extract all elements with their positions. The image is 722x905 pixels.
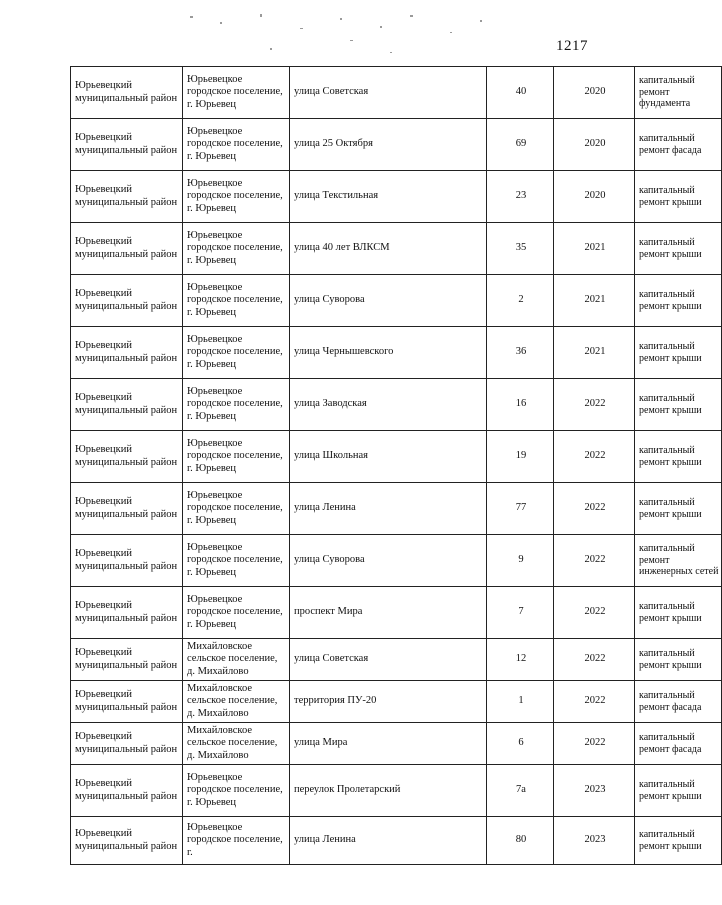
year-cell-text: 2021: [584, 346, 606, 358]
house-number-cell-text: 19: [515, 450, 527, 462]
district-cell-text: Юрьевецкий муниципальный район: [75, 496, 178, 520]
table-row: [71, 587, 722, 639]
settlement-cell-text: Михайловское сельское поселение, д. Михайлово: [187, 682, 278, 719]
year-cell-text: 2022: [584, 695, 606, 707]
house-number-cell: [487, 535, 554, 587]
year-cell-text: 2022: [584, 554, 606, 566]
work-type-cell: [635, 379, 722, 431]
work-type-cell-text: капитальный ремонт крыши: [639, 648, 702, 671]
year-cell-text: 2021: [584, 242, 606, 254]
settlement-cell: [183, 379, 290, 431]
work-type-cell-text: капитальный ремонт крыши: [639, 497, 702, 520]
district-cell: [71, 765, 183, 817]
work-type-cell: [635, 327, 722, 379]
house-number-cell: [487, 67, 554, 119]
street-cell: [290, 223, 487, 275]
table-row: [71, 765, 722, 817]
house-number-cell-text: 36: [515, 346, 527, 358]
district-cell: [71, 119, 183, 171]
year-cell-text: 2021: [584, 294, 606, 306]
district-cell-text: Юрьевецкий муниципальный район: [75, 600, 178, 624]
district-cell: [71, 171, 183, 223]
work-type-cell: [635, 765, 722, 817]
work-type-cell: [635, 535, 722, 587]
street-cell-text: улица Суворова: [294, 294, 365, 306]
street-cell: [290, 483, 487, 535]
street-cell: [290, 171, 487, 223]
district-cell: [71, 681, 183, 723]
work-type-cell-text: капитальный ремонт фасада: [639, 690, 702, 713]
settlement-cell: [183, 171, 290, 223]
street-cell: [290, 327, 487, 379]
street-cell: [290, 379, 487, 431]
street-cell-text: проспект Мира: [294, 606, 363, 618]
year-cell: [554, 327, 635, 379]
work-type-cell: [635, 639, 722, 681]
table-row: [71, 379, 722, 431]
table-row: [71, 639, 722, 681]
year-cell-text: 2020: [584, 86, 606, 98]
district-cell-text: Юрьевецкий муниципальный район: [75, 132, 178, 156]
table-row: [71, 535, 722, 587]
street-cell: [290, 535, 487, 587]
settlement-cell-text: Юрьевецкое городское поселение, г. Юрьевец: [187, 281, 283, 318]
street-cell-text: улица Суворова: [294, 554, 365, 566]
house-number-cell: [487, 765, 554, 817]
house-number-cell-text: 6: [518, 737, 524, 749]
street-cell-text: улица Заводская: [294, 398, 367, 410]
house-number-cell-text: 23: [515, 190, 527, 202]
house-number-cell-text: 7: [518, 606, 524, 618]
house-number-cell-text: 7а: [516, 784, 526, 796]
street-cell-text: улица Ленина: [294, 834, 356, 846]
district-cell: [71, 431, 183, 483]
district-cell-text: Юрьевецкий муниципальный район: [75, 828, 178, 852]
district-cell: [71, 379, 183, 431]
house-number-cell-text: 80: [515, 834, 527, 846]
work-type-cell-text: капитальный ремонт инженерных сетей: [639, 543, 719, 578]
year-cell: [554, 681, 635, 723]
house-number-cell: [487, 327, 554, 379]
settlement-cell: [183, 723, 290, 765]
settlement-cell: [183, 67, 290, 119]
work-type-cell: [635, 723, 722, 765]
settlement-cell: [183, 327, 290, 379]
street-cell-text: улица Чернышевского: [294, 346, 394, 358]
street-cell: [290, 587, 487, 639]
settlement-cell: [183, 681, 290, 723]
year-cell-text: 2023: [584, 784, 606, 796]
settlement-cell-text: Юрьевецкое городское поселение, г. Юрьевец: [187, 333, 283, 370]
district-cell-text: Юрьевецкий муниципальный район: [75, 731, 178, 755]
house-number-cell: [487, 681, 554, 723]
house-number-cell-text: 12: [515, 653, 527, 665]
district-cell: [71, 223, 183, 275]
house-number-cell: [487, 119, 554, 171]
work-type-cell: [635, 587, 722, 639]
work-type-cell-text: капитальный ремонт крыши: [639, 445, 702, 468]
year-cell: [554, 723, 635, 765]
year-cell-text: 2023: [584, 834, 606, 846]
district-cell-text: Юрьевецкий муниципальный район: [75, 647, 178, 671]
house-number-cell: [487, 483, 554, 535]
table-row: [71, 119, 722, 171]
work-type-cell-text: капитальный ремонт крыши: [639, 237, 702, 260]
house-number-cell-text: 40: [515, 86, 527, 98]
table-row: [71, 483, 722, 535]
settlement-cell: [183, 483, 290, 535]
year-cell: [554, 171, 635, 223]
district-cell: [71, 639, 183, 681]
table-row: [71, 327, 722, 379]
district-cell-text: Юрьевецкий муниципальный район: [75, 80, 178, 104]
street-cell-text: улица Советская: [294, 653, 369, 665]
district-cell-text: Юрьевецкий муниципальный район: [75, 689, 178, 713]
table-row: [71, 223, 722, 275]
settlement-cell-text: Юрьевецкое городское поселение, г. Юрьевец: [187, 437, 283, 474]
work-type-cell-text: капитальный ремонт фасада: [639, 732, 702, 755]
district-cell-text: Юрьевецкий муниципальный район: [75, 548, 178, 572]
table-row: [71, 681, 722, 723]
settlement-cell: [183, 119, 290, 171]
work-type-cell: [635, 817, 722, 865]
street-cell: [290, 765, 487, 817]
year-cell-text: 2022: [584, 737, 606, 749]
district-cell-text: Юрьевецкий муниципальный район: [75, 392, 178, 416]
settlement-cell-text: Юрьевецкое городское поселение, г. Юрьевец: [187, 771, 283, 808]
street-cell: [290, 275, 487, 327]
year-cell: [554, 275, 635, 327]
settlement-cell-text: Юрьевецкое городское поселение, г. Юрьевец: [187, 489, 283, 526]
district-cell: [71, 275, 183, 327]
district-cell-text: Юрьевецкий муниципальный район: [75, 236, 178, 260]
street-cell-text: улица 40 лет ВЛКСМ: [294, 242, 390, 254]
table-row: [71, 275, 722, 327]
work-type-cell: [635, 223, 722, 275]
year-cell: [554, 483, 635, 535]
registry-table: [70, 66, 722, 865]
house-number-cell: [487, 431, 554, 483]
settlement-cell-text: Юрьевецкое городское поселение, г.: [187, 821, 283, 858]
work-type-cell: [635, 431, 722, 483]
work-type-cell-text: капитальный ремонт крыши: [639, 341, 702, 364]
settlement-cell-text: Юрьевецкое городское поселение, г. Юрьевец: [187, 385, 283, 422]
district-cell: [71, 723, 183, 765]
work-type-cell-text: капитальный ремонт крыши: [639, 185, 702, 208]
house-number-cell: [487, 379, 554, 431]
registry-table-body: [71, 67, 722, 865]
year-cell: [554, 431, 635, 483]
work-type-cell-text: капитальный ремонт крыши: [639, 779, 702, 802]
district-cell: [71, 535, 183, 587]
house-number-cell: [487, 275, 554, 327]
settlement-cell: [183, 587, 290, 639]
district-cell-text: Юрьевецкий муниципальный район: [75, 184, 178, 208]
work-type-cell: [635, 119, 722, 171]
district-cell: [71, 483, 183, 535]
settlement-cell-text: Михайловское сельское поселение, д. Михайлово: [187, 640, 278, 677]
year-cell-text: 2020: [584, 138, 606, 150]
street-cell: [290, 639, 487, 681]
year-cell-text: 2022: [584, 398, 606, 410]
street-cell: [290, 119, 487, 171]
district-cell-text: Юрьевецкий муниципальный район: [75, 444, 178, 468]
street-cell: [290, 681, 487, 723]
house-number-cell-text: 16: [515, 398, 527, 410]
house-number-cell-text: 9: [518, 554, 524, 566]
year-cell: [554, 765, 635, 817]
street-cell: [290, 723, 487, 765]
table-row: [71, 817, 722, 865]
district-cell-text: Юрьевецкий муниципальный район: [75, 340, 178, 364]
settlement-cell-text: Юрьевецкое городское поселение, г. Юрьевец: [187, 593, 283, 630]
house-number-cell-text: 77: [515, 502, 527, 514]
house-number-cell: [487, 817, 554, 865]
house-number-cell-text: 1: [518, 695, 524, 707]
house-number-cell: [487, 639, 554, 681]
year-cell-text: 2022: [584, 450, 606, 462]
table-row: [71, 723, 722, 765]
settlement-cell: [183, 765, 290, 817]
year-cell: [554, 119, 635, 171]
street-cell: [290, 817, 487, 865]
settlement-cell-text: Юрьевецкое городское поселение, г. Юрьевец: [187, 73, 283, 110]
work-type-cell: [635, 275, 722, 327]
street-cell-text: улица Текстильная: [294, 190, 379, 202]
work-type-cell-text: капитальный ремонт крыши: [639, 829, 702, 852]
street-cell-text: переулок Пролетарский: [294, 784, 401, 796]
work-type-cell: [635, 67, 722, 119]
year-cell: [554, 587, 635, 639]
house-number-cell-text: 2: [518, 294, 524, 306]
table-row: [71, 171, 722, 223]
settlement-cell: [183, 639, 290, 681]
table-row: [71, 67, 722, 119]
work-type-cell: [635, 681, 722, 723]
house-number-cell-text: 69: [515, 138, 527, 150]
year-cell: [554, 67, 635, 119]
district-cell-text: Юрьевецкий муниципальный район: [75, 288, 178, 312]
work-type-cell-text: капитальный ремонт крыши: [639, 393, 702, 416]
settlement-cell-text: Юрьевецкое городское поселение, г. Юрьевец: [187, 541, 283, 578]
street-cell-text: территория ПУ-20: [294, 695, 377, 707]
work-type-cell-text: капитальный ремонт крыши: [639, 601, 702, 624]
district-cell: [71, 327, 183, 379]
street-cell-text: улица 25 Октября: [294, 138, 373, 150]
year-cell: [554, 817, 635, 865]
settlement-cell: [183, 817, 290, 865]
work-type-cell-text: капитальный ремонт фундамента: [639, 75, 695, 110]
year-cell-text: 2022: [584, 502, 606, 514]
settlement-cell-text: Юрьевецкое городское поселение, г. Юрьевец: [187, 125, 283, 162]
settlement-cell-text: Юрьевецкое городское поселение, г. Юрьевец: [187, 177, 283, 214]
district-cell: [71, 817, 183, 865]
house-number-cell: [487, 171, 554, 223]
district-cell-text: Юрьевецкий муниципальный район: [75, 778, 178, 802]
year-cell-text: 2020: [584, 190, 606, 202]
page-number: 1217: [556, 38, 588, 54]
district-cell: [71, 587, 183, 639]
street-cell-text: улица Мира: [294, 737, 348, 749]
house-number-cell: [487, 223, 554, 275]
settlement-cell: [183, 535, 290, 587]
year-cell: [554, 379, 635, 431]
settlement-cell-text: Михайловское сельское поселение, д. Михайлово: [187, 724, 278, 761]
year-cell-text: 2022: [584, 606, 606, 618]
house-number-cell: [487, 587, 554, 639]
work-type-cell: [635, 483, 722, 535]
scan-noise-decoration: [150, 8, 570, 68]
work-type-cell-text: капитальный ремонт фасада: [639, 133, 702, 156]
street-cell: [290, 431, 487, 483]
year-cell: [554, 535, 635, 587]
street-cell-text: улица Школьная: [294, 450, 368, 462]
settlement-cell: [183, 431, 290, 483]
house-number-cell-text: 35: [515, 242, 527, 254]
house-number-cell: [487, 723, 554, 765]
year-cell: [554, 223, 635, 275]
district-cell: [71, 67, 183, 119]
settlement-cell: [183, 275, 290, 327]
year-cell: [554, 639, 635, 681]
settlement-cell: [183, 223, 290, 275]
table-row: [71, 431, 722, 483]
work-type-cell: [635, 171, 722, 223]
settlement-cell-text: Юрьевецкое городское поселение, г. Юрьевец: [187, 229, 283, 266]
street-cell-text: улица Ленина: [294, 502, 356, 514]
work-type-cell-text: капитальный ремонт крыши: [639, 289, 702, 312]
street-cell-text: улица Советская: [294, 86, 369, 98]
street-cell: [290, 67, 487, 119]
year-cell-text: 2022: [584, 653, 606, 665]
